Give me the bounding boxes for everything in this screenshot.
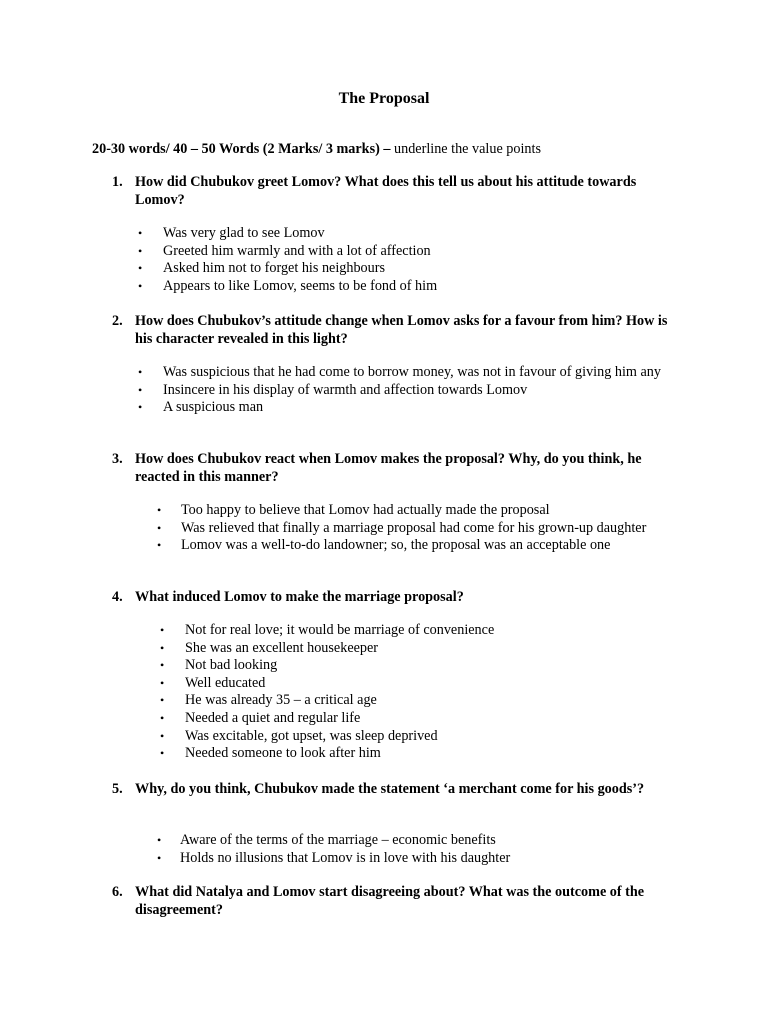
bullet-icon: • — [138, 382, 143, 397]
question-number: 5. — [112, 781, 123, 797]
question-number: 3. — [112, 451, 123, 467]
bullet-icon: • — [160, 658, 165, 673]
bullet-icon: • — [160, 746, 165, 761]
answer-list-5 — [157, 832, 667, 867]
list-item: • Aware of the terms of the marriage – economic benefits — [157, 832, 496, 848]
bullet-icon: • — [157, 503, 162, 517]
question-text: What induced Lomov to make the marriage proposal? — [135, 589, 464, 605]
instructions-marks: 20-30 words/ 40 – 50 Words (2 Marks/ 3 marks) – — [92, 141, 391, 157]
bullet-icon: • — [160, 710, 165, 725]
question-text: Why, do you think, Chubukov made the statement ‘a merchant come for his goods’? — [135, 781, 645, 797]
answer-list-2 — [138, 364, 668, 417]
list-item: • Was very glad to see Lomov — [138, 225, 325, 241]
list-item: • She was an excellent housekeeper — [160, 639, 379, 656]
list-item: • He was already 35 – a critical age — [160, 692, 377, 709]
list-item: • Needed someone to look after him — [160, 745, 381, 762]
question-number: 1. — [112, 174, 123, 190]
bullet-icon: • — [157, 538, 162, 553]
bullet-icon: • — [157, 833, 162, 847]
bullet-icon: • — [157, 520, 162, 535]
question-6 — [112, 884, 682, 919]
bullet-icon: • — [160, 640, 165, 655]
instructions-note: underline the value points — [390, 141, 541, 157]
bullet-icon: • — [160, 675, 165, 690]
bullet-icon: • — [138, 400, 143, 415]
bullet-icon: • — [160, 623, 165, 637]
list-item: • Lomov was a well-to-do landowner; so, the proposal was an acceptable one — [157, 537, 611, 554]
list-item: • Was excitable, got upset, was sleep deprived — [160, 727, 438, 744]
question-text: How does Chubukov’s attitude change when Lomov asks for a favour from him? How is his character revealed in this light? — [135, 313, 668, 347]
list-item: • Was relieved that finally a marriage proposal had come for his grown-up daughter — [157, 519, 647, 536]
list-item: • Greeted him warmly and with a lot of affection — [138, 242, 431, 259]
answer-list-3 — [157, 502, 667, 555]
list-item: • Well educated — [160, 674, 266, 691]
list-item: • Asked him not to forget his neighbours — [138, 260, 385, 277]
page-title: The Proposal — [338, 90, 430, 107]
question-text: How did Chubukov greet Lomov? What does this tell us about his attitude towards Lomov? — [135, 174, 637, 208]
bullet-icon: • — [138, 243, 143, 258]
list-item: • Not bad looking — [160, 657, 278, 674]
list-item: • Insincere in his display of warmth and affection towards Lomov — [138, 381, 528, 398]
list-item: • Was suspicious that he had come to borrow money, was not in favour of giving him any — [138, 364, 661, 380]
list-item: • Needed a quiet and regular life — [160, 709, 361, 726]
bullet-icon: • — [138, 365, 143, 379]
question-text: What did Natalya and Lomov start disagreeing about? What was the outcome of the disagreement? — [135, 884, 645, 918]
question-2 — [112, 313, 682, 348]
list-item: • Too happy to believe that Lomov had actually made the proposal — [157, 502, 550, 518]
question-text: How does Chubukov react when Lomov makes the proposal? Why, do you think, he reacted in this manner? — [135, 451, 642, 485]
bullet-icon: • — [138, 226, 143, 240]
list-item: • Holds no illusions that Lomov is in love with his daughter — [157, 849, 511, 866]
list-item: • Not for real love; it would be marriage of convenience — [160, 622, 495, 638]
instructions — [92, 141, 541, 159]
question-number: 6. — [112, 884, 123, 900]
question-number: 4. — [112, 589, 123, 605]
answer-list-1 — [138, 225, 437, 295]
question-3 — [112, 451, 682, 486]
question-5 — [112, 781, 682, 799]
question-4 — [112, 589, 682, 607]
list-item: • Appears to like Lomov, seems to be fond of him — [138, 277, 438, 294]
bullet-icon: • — [157, 850, 162, 865]
answer-list-4 — [160, 622, 660, 763]
question-number: 2. — [112, 313, 123, 329]
question-1 — [112, 174, 682, 209]
bullet-icon: • — [160, 728, 165, 743]
bullet-icon: • — [138, 261, 143, 276]
bullet-icon: • — [138, 278, 143, 293]
bullet-icon: • — [160, 693, 165, 708]
list-item: • A suspicious man — [138, 399, 264, 416]
